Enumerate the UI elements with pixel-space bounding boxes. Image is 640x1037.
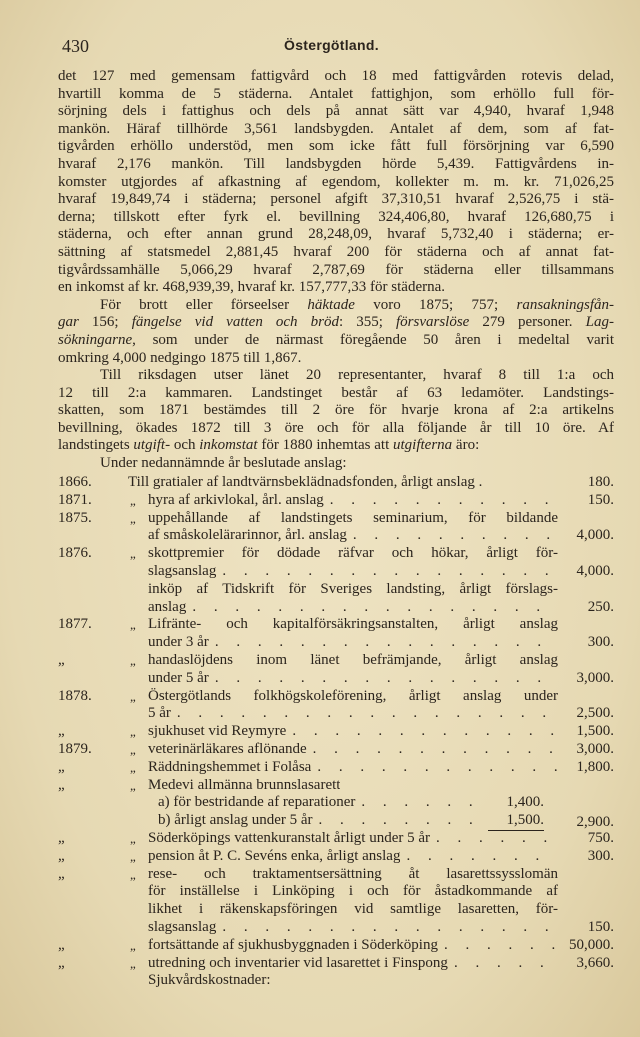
dot-leader [171,705,558,723]
text-segment: skatten, som 1871 bestämdes till 2 öre för hvarje krona af 2:a artikelns [58,402,614,419]
row-amount: 1,800. [576,758,614,775]
row-amount: 300. [587,634,614,651]
text-segment: sättning af statsmedel 2,881,45 hvaraf 200 för städerna och af annat fat- [58,243,614,260]
row-amount: 4,000. [576,527,614,544]
table-row [58,545,614,563]
row-year: 1875. [58,509,92,526]
body-text [58,68,614,473]
text-segment: , som under de närmast föregående 50 åren i medeltal varit [132,331,614,348]
text-segment: utgift- [133,437,171,454]
row-year: 1879. [58,740,92,757]
dot-leader [186,599,558,617]
row-amount: 300. [587,847,614,864]
table-row [58,972,614,990]
subitem-text: b) årligt anslag under 5 år [158,812,313,829]
text-segment: mankön. Häraf tillhörde 3,561 landsbygden. Antalet af dem, som af fat- [58,120,614,137]
text-line [58,367,614,385]
row-year: 1877. [58,616,92,633]
text-segment: det 127 med gemensam fattigvård och 18 med fattigvården rotevis delad, [58,68,614,84]
row-text: slagsanslag [148,918,217,935]
table-row [58,527,614,545]
row-text: Lifränte- och kapitalförsäkringsanstalten, årligt anslag [148,616,558,633]
row-text: Räddningshemmet i Folåsa [148,758,312,775]
row-description [148,492,614,510]
row-amount: 3,660. [576,954,614,971]
table-row [58,634,614,652]
row-year: „ [58,865,65,882]
row-description [148,741,614,759]
text-line [58,121,614,139]
row-description [148,634,614,652]
table-row [58,688,614,706]
row-ditto: „ [130,848,136,864]
text-line [58,209,614,227]
row-text: inköp af Tidskrift för Sveriges landsting, årligt förslags- [148,580,558,597]
text-line [58,385,614,403]
text-segment: för 1880 inhemtas att [257,437,393,454]
row-year: 1871. [58,491,92,508]
table-row [58,705,614,723]
dot-leader [209,670,558,688]
text-segment: omkring 4,000 nedgingo 1875 till 1,867. [58,349,302,366]
dot-leader [438,937,558,955]
row-description [148,545,614,563]
text-segment: försvarslöse [395,314,470,331]
appropriations-table [58,474,614,990]
table-row [58,616,614,634]
row-amount: 150. [587,491,614,508]
page-header-title: Östergötland. [284,37,379,53]
text-line [58,244,614,262]
table-row [58,759,614,777]
row-text: pension åt P. C. Sevéns enka, årligt anslag [148,847,401,864]
dot-leader [313,812,488,831]
text-line [58,402,614,420]
dot-leader [430,830,558,848]
row-text: uppehållande af landstingets seminarium, för bildande [148,509,558,526]
row-ditto: „ [130,688,136,704]
text-line [58,279,614,297]
text-line [58,332,614,350]
row-description [148,919,614,937]
row-description [148,527,614,545]
dot-leader [347,527,558,545]
row-year: 1878. [58,687,92,704]
row-text: utredning och inventarier vid lasarettet i Finspong [148,954,448,971]
row-description [128,474,614,492]
dot-leader [216,563,558,581]
row-text: Söderköpings vattenkuranstalt årligt under 5 år [148,829,431,846]
row-text: fortsättande af sjukhusbyggnaden i Söderköping [148,936,438,953]
row-year: „ [58,651,65,668]
row-ditto: „ [130,724,136,740]
row-text: likhet i räkenskapsföringen vid samtlige lasaretten, för- [148,901,558,918]
row-amount: 50,000. [569,936,614,953]
subitem [158,794,544,812]
row-amount: 180. [587,474,614,490]
row-description [148,705,614,723]
table-row [58,830,614,848]
row-description [148,581,614,599]
text-segment: sökningarne [58,331,133,348]
row-ditto: „ [130,510,136,526]
text-segment: : 355; [338,314,396,331]
row-text: sjukhuset vid Reymyre [148,723,287,740]
text-segment: voro 1875; 757; [354,296,517,313]
row-amount: 2,500. [576,705,614,722]
table-row [58,741,614,759]
row-description [148,670,614,688]
subitem-amount: 1,400. [506,794,544,811]
row-year: „ [58,829,65,846]
row-year: „ [58,758,65,775]
text-segment: ransakningsfån- [516,296,614,313]
text-line [58,191,614,209]
table-row [58,955,614,973]
row-ditto: „ [130,955,136,971]
text-segment: äro: [452,437,480,454]
page-number: 430 [62,36,89,56]
text-segment: gar [58,314,79,331]
text-line [58,297,614,315]
row-year: „ [58,776,65,793]
row-description [148,510,614,528]
row-text: Till gratialer af landtvärnsbeklädnadsfonden, årligt anslag . [128,474,483,490]
table-subrow [58,812,614,830]
text-segment: För brott eller förseelser [100,296,308,313]
text-segment: tigvårdssamhälle 5,066,29 hvaraf 2,787,69 för städerna eller tillsammans [58,261,614,278]
row-text: under 3 år [148,634,209,651]
row-text: under 5 år [148,669,209,686]
row-description [148,616,614,634]
row-year: „ [58,954,65,971]
table-row [58,901,614,919]
row-ditto: „ [130,777,136,793]
row-ditto: „ [130,937,136,953]
table-row [58,848,614,866]
text-segment: och [170,437,200,454]
text-segment: sörjning dels i fattighus och dels på annat sätt var 4,940, hvaraf 1,948 [58,103,614,120]
row-text: handaslöjdens inom länet befrämjande, årligt anslag [148,651,558,668]
row-amount: 750. [587,829,614,846]
running-header [62,36,614,58]
table-row [58,581,614,599]
row-text: rese- och traktamentsersättning åt lasarettssysslomän [148,865,558,882]
row-description [148,866,614,884]
text-segment: en inkomst af kr. 468,939,39, hvaraf kr. 157,777,33 för städerna. [58,279,446,296]
table-row [58,492,614,510]
dot-leader [400,848,558,866]
dot-leader [448,955,558,973]
text-segment: 279 personer. [469,314,586,331]
table-row [58,652,614,670]
row-description [148,723,614,741]
row-amount: 3,000. [576,740,614,757]
dot-leader [324,492,558,510]
row-description [148,688,614,706]
text-segment: tigvården erhöllo understöd, men som icke fått full försörjning var 6,590 [58,138,614,155]
row-year: „ [58,723,65,740]
row-text: veterinärläkares aflönande [148,740,307,757]
row-year: „ [58,936,65,953]
text-segment: komster utgjordes af afkastning af egendom, kollekter m. m. kr. 71,026,25 [58,173,614,190]
row-description [148,599,614,617]
text-segment: Under nedannämnde år beslutade anslag: [100,455,347,472]
text-line [58,455,614,473]
text-line [58,420,614,438]
text-segment: utgifterna [393,437,453,454]
table-row [58,510,614,528]
table-row [58,866,614,884]
row-ditto: „ [130,741,136,757]
text-line [58,156,614,174]
subitem [158,812,544,831]
table-row [58,937,614,955]
row-description [148,759,614,777]
row-text: anslag [148,598,187,615]
text-line [58,68,614,86]
row-ditto: „ [130,759,136,775]
subtotal-amount: 2,900. [576,814,614,831]
table-subrow [58,794,614,812]
row-ditto: „ [130,492,136,508]
text-line [58,314,614,332]
row-year: „ [58,847,65,864]
text-segment: häktade [307,296,355,313]
row-description [148,901,614,919]
table-row [58,599,614,617]
text-line [58,174,614,192]
table-row [58,670,614,688]
text-line [58,138,614,156]
dot-leader [307,741,558,759]
dot-leader [311,759,558,777]
row-text: 5 år [148,705,171,722]
text-segment: derna; tillskott efter fyrk el. bevillning 324,406,80, hvaraf 126,680,75 i [58,208,614,225]
row-text: Medevi allmänna brunnslasarett [148,776,341,793]
row-ditto: „ [130,866,136,882]
row-description [148,777,614,795]
text-segment: 156; [78,314,132,331]
dot-leader [216,919,558,937]
text-line [58,226,614,244]
row-text: hyra af arkivlokal, årl. anslag [148,491,324,508]
table-row [58,723,614,741]
subitem-text: a) för bestridande af reparationer [158,794,356,811]
dot-leader [209,634,558,652]
table-row [58,474,614,492]
row-year: 1876. [58,545,92,562]
row-text: af småskolelärarinnor, årl. anslag [148,527,347,544]
text-line [58,437,614,455]
row-amount: 150. [587,918,614,935]
dot-leader [286,723,558,741]
text-line [58,86,614,104]
row-text: skottpremier för dödade räfvar och hökar, årligt för- [148,545,558,562]
row-description [148,563,614,581]
row-text: Sjukvårdskostnader: [148,972,271,989]
text-segment: bevillning, ökades 1872 till 3 öre och för alla följande år till 10 öre. Af [58,419,614,436]
row-year: 1866. [58,474,92,490]
text-segment: 12 till 2:a kammaren. Landstinget består af 63 ledamöter. Landstings- [58,384,614,401]
row-amount: 250. [587,598,614,615]
row-ditto: „ [130,652,136,668]
text-line [58,350,614,368]
row-description [148,972,614,990]
table-row [58,563,614,581]
row-description [148,848,614,866]
text-line [58,262,614,280]
row-amount: 1,500. [576,723,614,740]
row-description [148,883,614,901]
text-segment: hvartill komma de 5 städerna. Antalet fattighjon, som erhöllo full för- [58,85,614,102]
text-line [58,103,614,121]
row-text: slagsanslag [148,562,217,579]
row-description [148,830,614,848]
table-row [58,777,614,795]
text-segment: Lag- [585,314,614,331]
text-segment: hvaraf 19,849,74 i städerna; personel afgift 37,310,51 hvaraf 2,526,75 i stä- [58,191,614,208]
table-row [58,919,614,937]
row-ditto: „ [130,546,136,562]
dot-leader [355,794,488,812]
row-text: Östergötlands folkhögskoleförening, årligt anslag under [148,687,558,704]
row-text: för inställelse i Linköping i och för åstadkommande af [148,883,558,900]
row-ditto: „ [130,617,136,633]
subitem-amount: 1,500. [488,812,544,831]
text-segment: Till riksdagen utser länet 20 representanter, hvaraf 8 till 1:a och [100,367,614,384]
text-segment: städerna, och efter annan grund 28,248,09, hvaraf 5,732,40 i städerna; er- [58,226,614,243]
text-segment: inkomstat [199,437,258,454]
text-segment: fängelse vid vatten och bröd [131,314,339,331]
row-description [148,937,614,955]
table-row [58,883,614,901]
row-amount: 4,000. [576,562,614,579]
row-amount: 3,000. [576,669,614,686]
text-segment: landstingets [58,437,134,454]
row-ditto: „ [130,830,136,846]
text-segment: hvaraf 2,176 mankön. Till landsbygden hörde 5,439. Fattigvårdens in- [58,155,614,172]
row-description [148,652,614,670]
row-description [148,955,614,973]
